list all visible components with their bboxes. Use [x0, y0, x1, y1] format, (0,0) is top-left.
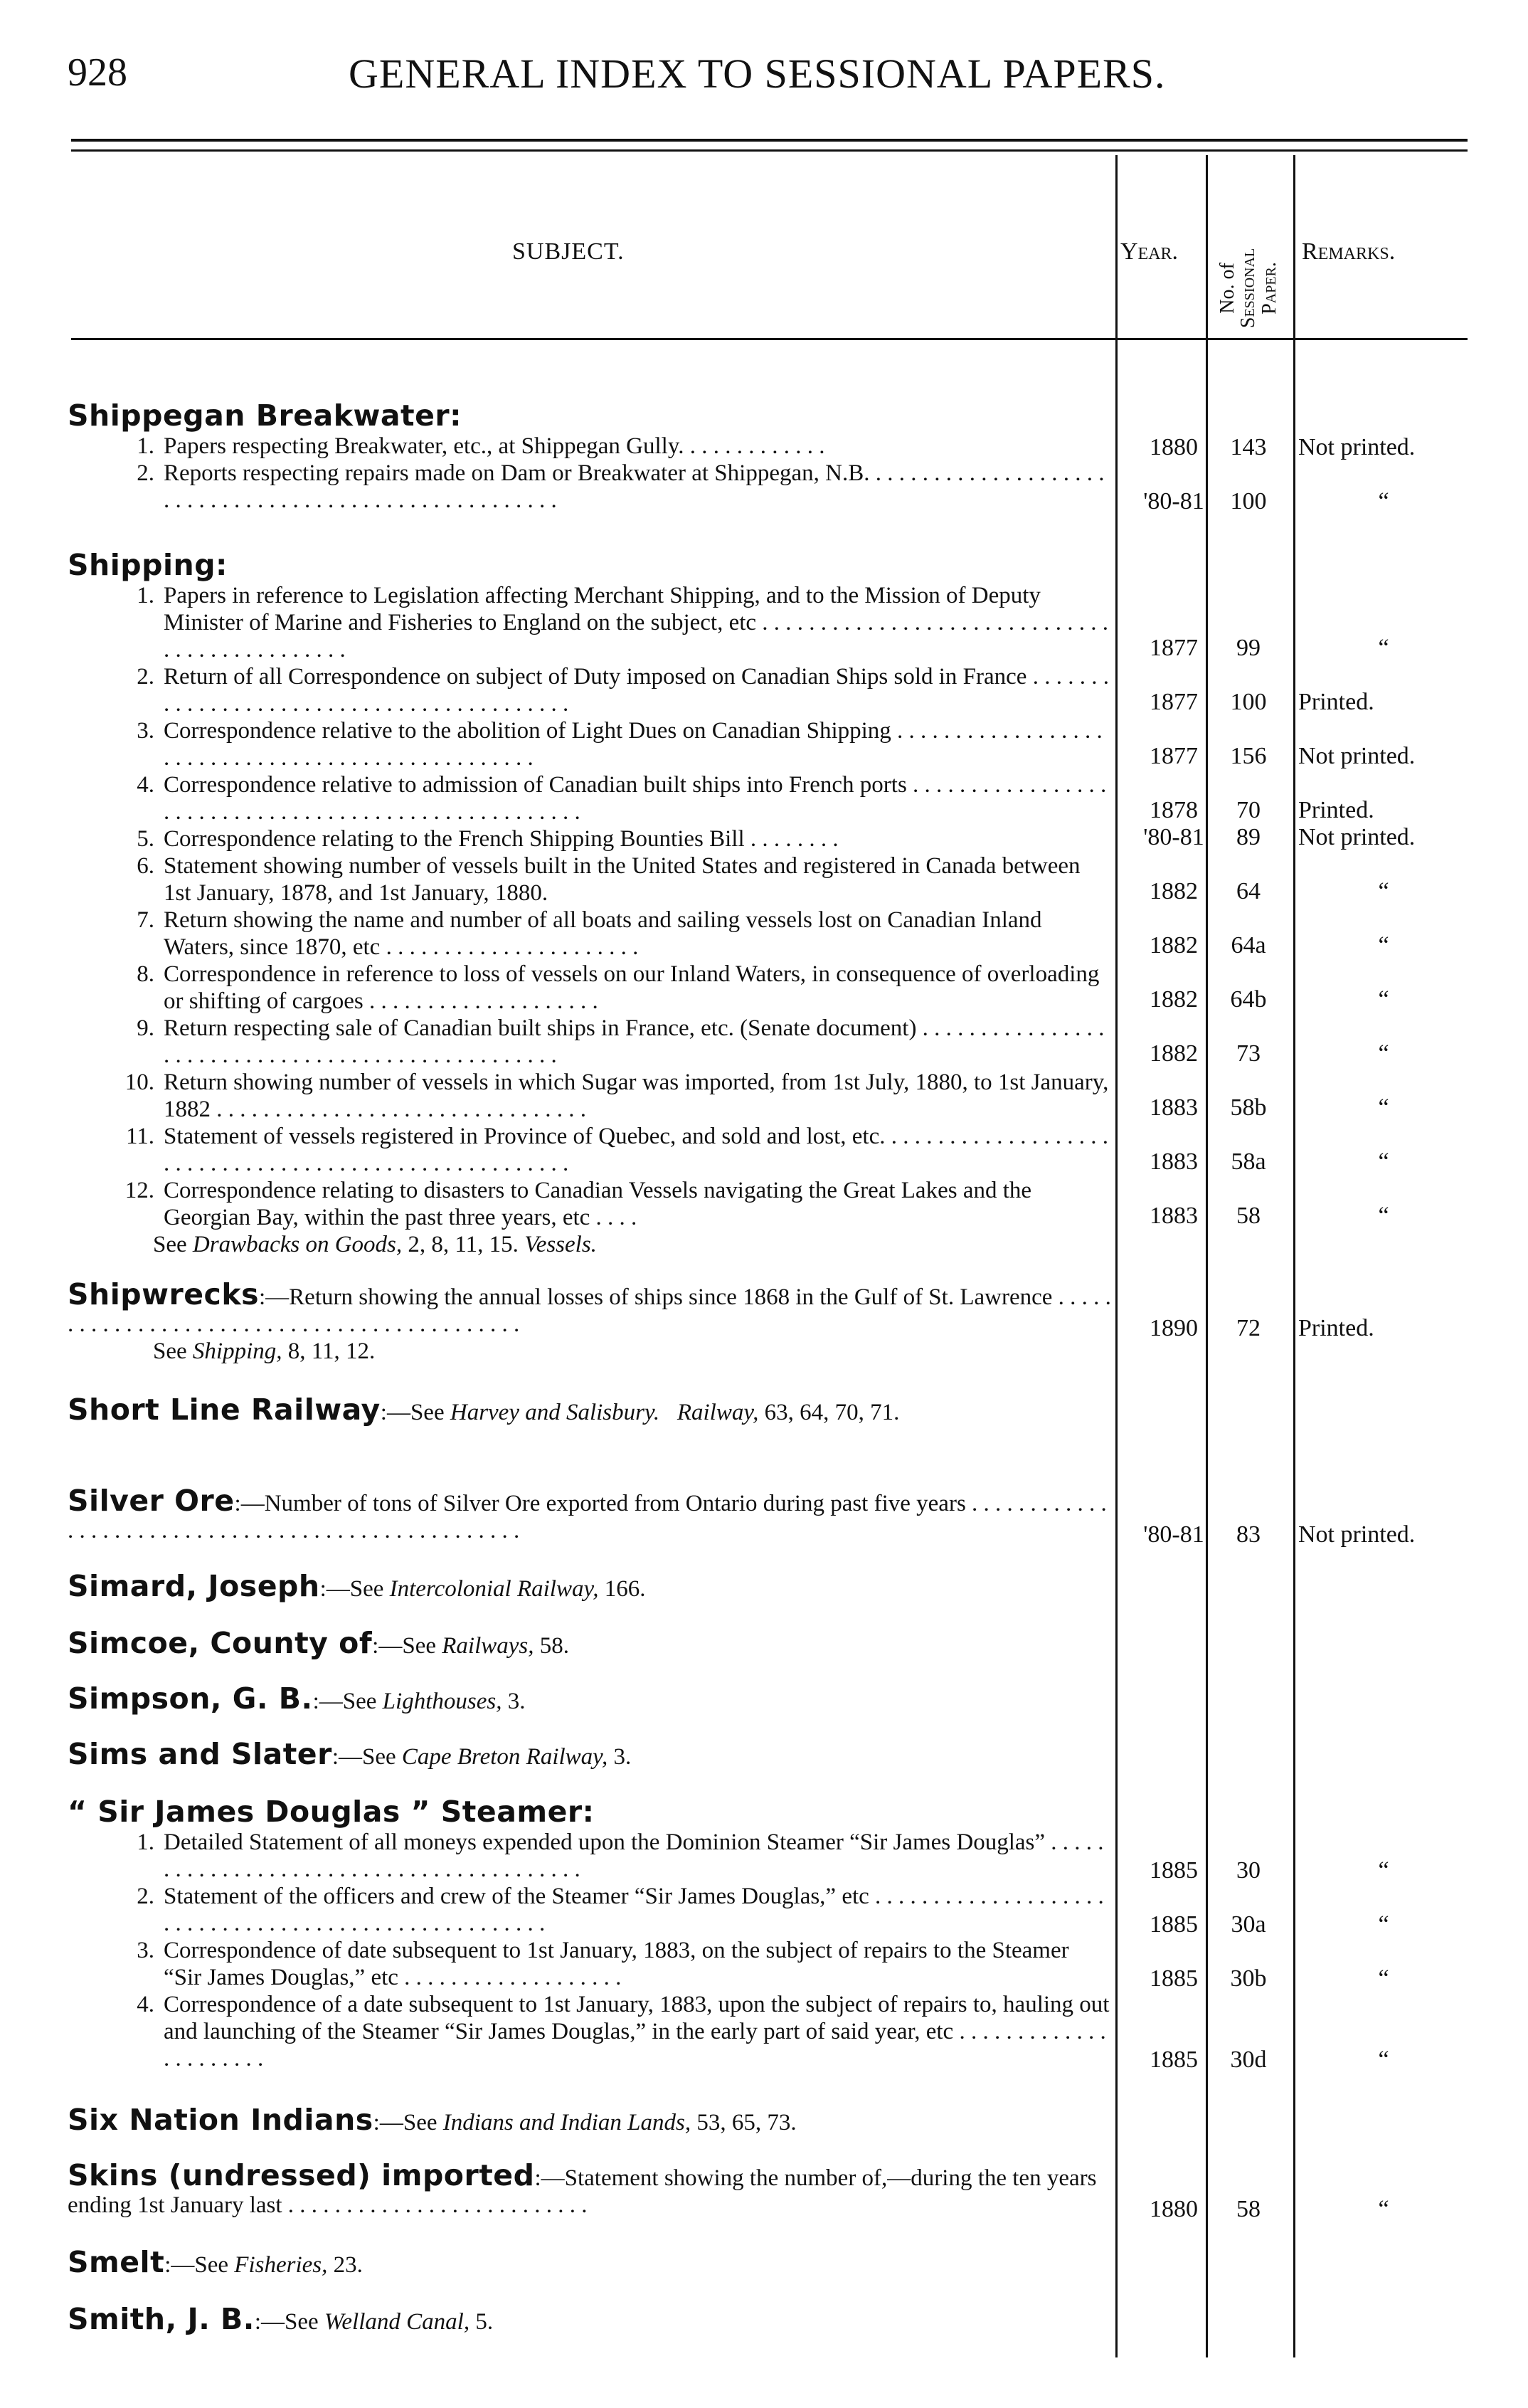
- column-header-year: Year.: [1120, 238, 1179, 265]
- remark: “: [1378, 932, 1389, 959]
- entry-heading: Simard, Joseph: [68, 1569, 320, 1603]
- column-divider-year: [1115, 155, 1118, 2357]
- list-item: 12. Correspondence relating to disasters to Canadian Vessels navigating the Great Lakes and the Georgian Bay, within the past three years, etc . . . .: [124, 1178, 1032, 1230]
- entry-heading: Sims and Slater: [68, 1737, 332, 1771]
- remark: Printed.: [1298, 797, 1374, 823]
- entry-heading: Smelt: [68, 2245, 165, 2279]
- paper-number: 30d: [1230, 2047, 1267, 2073]
- remark: “: [1378, 1857, 1389, 1884]
- column-header-sessional-paper-number: No. of Sessional Paper.: [1216, 248, 1280, 329]
- paper-number: 100: [1230, 689, 1267, 715]
- year-value: 1883: [1150, 1094, 1198, 1121]
- list-item: 1. Papers in reference to Legislation affecting Merchant Shipping, and to the Mission of Deputy Minister of Marine and Fisheries to England on the subject, etc . . . . . . . . . . . . . . . . . . . . . . . . . . . . . . . . . . . . . . . . . . . . . .: [137, 583, 1109, 662]
- list-item: 10. Return showing number of vessels in which Sugar was imported, from 1st July, 1880, to 1st January, 1882 . . . . . . . . . . . . . . . . . . . . . . . . . . . . . . . .: [124, 1070, 1109, 1122]
- column-divider-remarks: [1293, 155, 1295, 2357]
- year-value: 1885: [1150, 2047, 1198, 2073]
- paper-number: 72: [1236, 1315, 1261, 1341]
- entry-heading: Simcoe, County of: [68, 1626, 373, 1660]
- paper-number: 70: [1236, 797, 1261, 823]
- remark: “: [1378, 1911, 1389, 1938]
- entry-heading: Smith, J. B.: [68, 2302, 255, 2336]
- cross-reference: See Drawbacks on Goods, 2, 8, 11, 15. Vessels.: [153, 1232, 597, 1257]
- entry-sir-james-douglas-steamer: [68, 1795, 1112, 2072]
- year-value: 1885: [1150, 1965, 1198, 1992]
- remark: “: [1378, 2047, 1389, 2073]
- remark: “: [1378, 1965, 1389, 1992]
- list-item: 2. Statement of the officers and crew of the Steamer “Sir James Douglas,” etc . . . . . . . . . . . . . . . . . . . . . . . . . . . . . . . . . . . . . . . . . . . . . . . . . . . . .: [137, 1884, 1104, 1936]
- year-value: 1885: [1150, 1911, 1198, 1938]
- paper-number: 99: [1236, 635, 1261, 661]
- paper-number: 30a: [1231, 1911, 1266, 1938]
- entry-heading: Shipwrecks: [68, 1277, 259, 1311]
- header-bottom-rule: [71, 338, 1468, 340]
- year-value: 1877: [1150, 635, 1198, 661]
- paper-number: 30: [1236, 1857, 1261, 1884]
- remark: Not printed.: [1298, 743, 1416, 769]
- list-item: 2. Return of all Correspondence on subject of Duty imposed on Canadian Ships sold in France . . . . . . . . . . . . . . . . . . . . . . . . . . . . . . . . . . . . . . . . . .: [137, 664, 1109, 717]
- year-value: 1880: [1150, 434, 1198, 460]
- entry-heading: Simpson, G. B.: [68, 1681, 313, 1716]
- list-item: 1. Detailed Statement of all moneys expended upon the Dominion Steamer “Sir James Douglas” . . . . . . . . . . . . . . . . . . . . . . . . . . . . . . . . . . . . . . . . .: [137, 1829, 1104, 1882]
- paper-number: 64b: [1230, 986, 1267, 1013]
- entry-heading: Skins (undressed) imported: [68, 2158, 535, 2192]
- paper-number: 100: [1230, 488, 1267, 514]
- entry-description: :—Return showing the annual losses of ships since 1868 in the Gulf of St. Lawrence . . . . . . . . . . . . . . . . . . . . . . . . . . . . . . . . . . . . . . . . . . . .: [68, 1284, 1111, 1337]
- remark: Printed.: [1298, 689, 1374, 715]
- remark: “: [1378, 1148, 1389, 1175]
- year-value: 1882: [1150, 878, 1198, 904]
- year-value: 1883: [1150, 1148, 1198, 1175]
- year-value: 1877: [1150, 743, 1198, 769]
- year-value: 1883: [1150, 1203, 1198, 1229]
- paper-number: 89: [1236, 824, 1261, 850]
- paper-number: 143: [1230, 434, 1267, 460]
- remark: “: [1378, 1040, 1389, 1067]
- paper-number: 58a: [1231, 1148, 1266, 1175]
- list-item: 4. Correspondence relative to admission of Canadian built ships into French ports . . . . . . . . . . . . . . . . . . . . . . . . . . . . . . . . . . . . . . . . . . . . . . . . . . . . .: [137, 772, 1107, 825]
- entry-simpson-gb: Simpson, G. B.:—See Lighthouses, 3.: [68, 1681, 526, 1716]
- page-number: 928: [68, 51, 127, 95]
- paper-number: 64: [1236, 878, 1261, 904]
- remark: “: [1378, 2196, 1389, 2222]
- remark: “: [1378, 1203, 1389, 1229]
- year-value: 1882: [1150, 1040, 1198, 1067]
- year-value: 1885: [1150, 1857, 1198, 1884]
- top-double-rule-lower: [71, 149, 1468, 152]
- year-value: 1878: [1150, 797, 1198, 823]
- list-item: 2. Reports respecting repairs made on Dam or Breakwater at Shippegan, N.B. . . . . . . . . . . . . . . . . . . . . . . . . . . . . . . . . . . . . . . . . . . . . . . . . . . . . . .: [137, 460, 1105, 513]
- list-item: 4. Correspondence of a date subsequent to 1st January, 1883, upon the subject of repairs to, hauling out and launching of the Steamer “Sir James Douglas,” in the early part of said year, etc . . . . . . . . . . . . . . . . . . . . . .: [137, 1992, 1110, 2071]
- entry-six-nation-indians: Six Nation Indians:—See Indians and Indian Lands, 53, 65, 73.: [68, 2103, 797, 2137]
- running-head: [68, 50, 1460, 107]
- paper-number: 58: [1236, 1203, 1261, 1229]
- entry-shipping: [68, 548, 1112, 1258]
- entry-heading: Shipping:: [68, 548, 228, 582]
- paper-number: 83: [1236, 1521, 1261, 1548]
- year-value: 1882: [1150, 986, 1198, 1013]
- remark: Printed.: [1298, 1315, 1374, 1341]
- remark: “: [1378, 986, 1389, 1013]
- year-value: '80-81: [1143, 824, 1204, 850]
- remark: “: [1378, 1094, 1389, 1121]
- list-item: 3. Correspondence of date subsequent to 1st January, 1883, on the subject of repairs to the Steamer “Sir James Douglas,” etc . . . . . . . . . . . . . . . . . . .: [137, 1938, 1069, 1990]
- list-item: 5. Correspondence relating to the French Shipping Bounties Bill . . . . . . . .: [137, 826, 839, 852]
- year-value: '80-81: [1143, 488, 1204, 514]
- paper-number: 64a: [1231, 932, 1266, 959]
- entry-heading: “ Sir James Douglas ” Steamer:: [68, 1795, 595, 1829]
- entry-heading: Shippegan Breakwater:: [68, 398, 462, 433]
- entry-skins-undressed-imported: [68, 2158, 1112, 2219]
- column-header-subject: SUBJECT.: [512, 238, 625, 265]
- list-item: 1. Papers respecting Breakwater, etc., at Shippegan Gully. . . . . . . . . . . . .: [137, 433, 825, 459]
- column-divider-number: [1206, 155, 1208, 2357]
- list-item: 9. Return respecting sale of Canadian built ships in France, etc. (Senate document) . . . . . . . . . . . . . . . . . . . . . . . . . . . . . . . . . . . . . . . . . . . . . . . . . .: [137, 1015, 1105, 1068]
- running-title: GENERAL INDEX TO SESSIONAL PAPERS.: [349, 51, 1166, 97]
- year-value: 1880: [1150, 2196, 1198, 2222]
- entry-heading: Silver Ore: [68, 1484, 235, 1518]
- remark: “: [1378, 488, 1389, 514]
- year-value: 1890: [1150, 1315, 1198, 1341]
- remark: Not printed.: [1298, 1521, 1416, 1548]
- list-item: 7. Return showing the name and number of all boats and sailing vessels lost on Canadian Inland Waters, since 1870, etc . . . . . . . . . . . . . . . . . . . . . .: [137, 907, 1042, 960]
- paper-number: 58: [1236, 2196, 1261, 2222]
- remark: “: [1378, 635, 1389, 661]
- entry-shippegan-breakwater: [68, 398, 1112, 514]
- paper-number: 156: [1230, 743, 1267, 769]
- entry-silver-ore: [68, 1484, 1112, 1544]
- entry-heading: Short Line Railway: [68, 1393, 381, 1427]
- remark: “: [1378, 878, 1389, 904]
- cross-reference: See Shipping, 8, 11, 12.: [153, 1338, 376, 1364]
- list-item: 8. Correspondence in reference to loss of vessels on our Inland Waters, in consequence of overloading or shifting of cargoes . . . . . . . . . . . . . . . . . . . .: [137, 961, 1100, 1014]
- entry-smith-jb: Smith, J. B.:—See Welland Canal, 5.: [68, 2302, 494, 2336]
- entry-description: :—Number of tons of Silver Ore exported from Ontario during past five years . . . . . . . . . . . . . . . . . . . . . . . . . . . . . . . . . . . . . . . . . . . . . . . . . . .: [68, 1491, 1107, 1543]
- entry-simard-joseph: Simard, Joseph:—See Intercolonial Railway, 166.: [68, 1569, 646, 1603]
- list-item: 3. Correspondence relative to the abolition of Light Dues on Canadian Shipping . . . . . . . . . . . . . . . . . . . . . . . . . . . . . . . . . . . . . . . . . . . . . . . . . .: [137, 718, 1103, 771]
- paper-number: 58b: [1230, 1094, 1267, 1121]
- remark: Not printed.: [1298, 824, 1416, 850]
- paper-number: 73: [1236, 1040, 1261, 1067]
- list-item: 6. Statement showing number of vessels built in the United States and registered in Canada between 1st January, 1878, and 1st January, 1880.: [137, 853, 1081, 906]
- entry-heading: Six Nation Indians: [68, 2103, 373, 2137]
- entry-simcoe-county: Simcoe, County of:—See Railways, 58.: [68, 1626, 569, 1660]
- entry-description: :—Statement showing the number of,—during the ten years ending 1st January last . . . . . . . . . . . . . . . . . . . . . . . . . .: [68, 2165, 1097, 2218]
- top-double-rule-upper: [71, 139, 1468, 142]
- year-value: '80-81: [1143, 1521, 1204, 1548]
- entry-shipwrecks: [68, 1277, 1112, 1365]
- entry-sims-and-slater: Sims and Slater:—See Cape Breton Railway, 3.: [68, 1737, 632, 1771]
- paper-number: 30b: [1230, 1965, 1267, 1992]
- list-item: 11. Statement of vessels registered in Province of Quebec, and sold and lost, etc. . . . . . . . . . . . . . . . . . . . . . . . . . . . . . . . . . . . . . . . . . . . . . . . . . . . . . .: [125, 1124, 1108, 1176]
- year-value: 1882: [1150, 932, 1198, 959]
- entry-short-line-railway: Short Line Railway:—See Harvey and Salisbury. Railway, 63, 64, 70, 71.: [68, 1393, 900, 1427]
- column-header-remarks: Remarks.: [1302, 238, 1396, 265]
- year-value: 1877: [1150, 689, 1198, 715]
- entry-smelt: Smelt:—See Fisheries, 23.: [68, 2245, 363, 2279]
- remark: Not printed.: [1298, 434, 1416, 460]
